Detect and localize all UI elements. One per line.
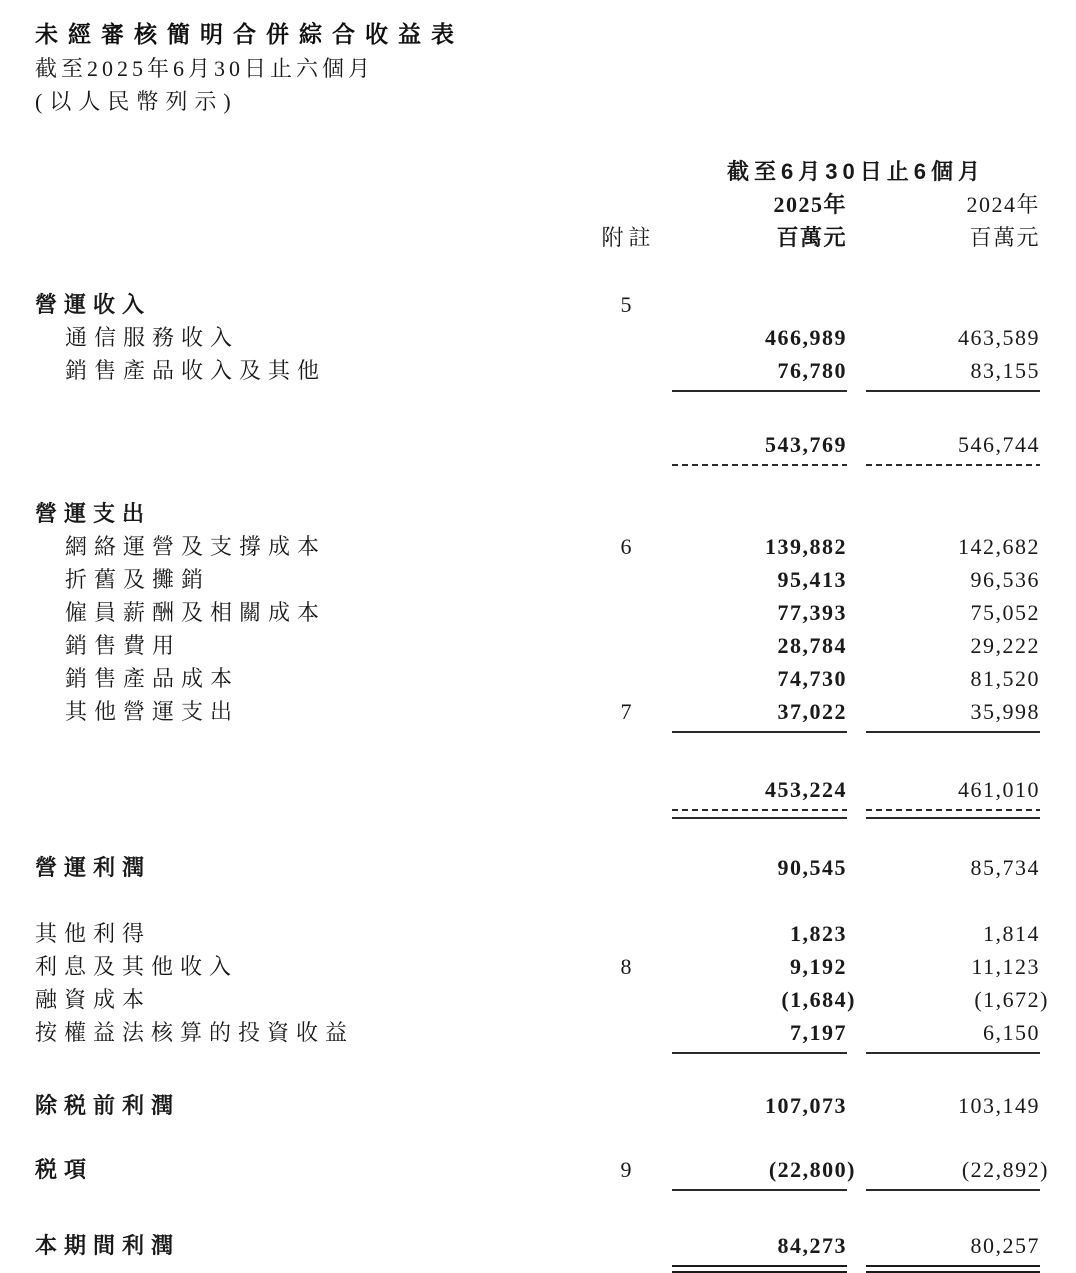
value-2024: 461,010 (958, 777, 1040, 802)
page-title: 未經審核簡明合併綜合收益表 (35, 21, 464, 47)
row-label: 營運支出 (35, 501, 152, 526)
row-label: 銷售產品成本 (65, 666, 240, 691)
year-2025-header: 2025年 (773, 192, 847, 217)
value-2025: (22,800) (768, 1157, 856, 1182)
value-2024: 142,682 (958, 534, 1040, 559)
value-2024: 85,734 (970, 855, 1040, 880)
value-2024: 80,257 (970, 1233, 1040, 1258)
table-row-other-operating-expenses (35, 695, 1041, 728)
table-row-operating-profit (35, 851, 1041, 884)
value-2024: 83,155 (970, 358, 1040, 383)
value-2025: 139,882 (765, 534, 847, 559)
row-label: 銷售產品收入及其他 (65, 358, 327, 383)
value-2025: 95,413 (777, 567, 847, 592)
row-label: 融資成本 (35, 987, 152, 1012)
year-2024-header: 2024年 (966, 192, 1040, 217)
note-ref: 5 (620, 292, 637, 317)
value-2025: 1,823 (790, 921, 847, 946)
value-2025: 76,780 (777, 358, 847, 383)
note-ref: 7 (620, 699, 637, 724)
underline-rule (35, 809, 1041, 819)
row-label: 銷售費用 (65, 633, 182, 658)
table-row-operating-revenue (35, 288, 1041, 321)
table-row-telecom-service-revenue (35, 321, 1041, 354)
note-column-header: 附註 (601, 225, 656, 250)
value-2024: 81,520 (970, 666, 1040, 691)
value-2025: 107,073 (765, 1093, 847, 1118)
value-2024: 1,814 (983, 921, 1040, 946)
period-span-header: 截至6月30日止6個月 (727, 159, 985, 184)
value-2024: 29,222 (970, 633, 1040, 658)
table-row-network-operation-cost (35, 530, 1041, 563)
note-ref: 9 (620, 1157, 637, 1182)
table-row-taxation (35, 1153, 1049, 1186)
value-2024: 75,052 (970, 600, 1040, 625)
value-2024: 96,536 (970, 567, 1040, 592)
table-row-equity-method-investment-income (35, 1016, 1041, 1049)
row-label: 通信服務收入 (65, 325, 240, 350)
value-2025: 37,022 (777, 699, 847, 724)
table-row-depreciation-amortisation (35, 563, 1041, 596)
underline-rule (35, 1265, 1041, 1273)
table-row-operating-expenses (35, 497, 1041, 530)
table-row-profit-before-tax (35, 1089, 1041, 1122)
row-label: 按權益法核算的投資收益 (35, 1020, 355, 1045)
table-row-selling-expenses (35, 629, 1041, 662)
value-2024: 463,589 (958, 325, 1040, 350)
unit-2025-header: 百萬元 (776, 225, 847, 250)
row-label: 其他利得 (35, 921, 152, 946)
value-2025: (1,684) (781, 987, 856, 1012)
row-label: 僱員薪酬及相關成本 (65, 600, 327, 625)
period-subtitle: 截至2025年6月30日止六個月 (35, 56, 375, 81)
table-header-years (35, 188, 1041, 221)
value-2025: 453,224 (765, 777, 847, 802)
value-2025: 84,273 (777, 1233, 847, 1258)
row-label: 利息及其他收入 (35, 954, 239, 979)
row-label: 除税前利潤 (35, 1093, 181, 1118)
table-row-staff-costs (35, 596, 1041, 629)
row-label: 營運利潤 (35, 855, 152, 880)
row-label: 本期間利潤 (35, 1233, 181, 1258)
table-row-product-sales-revenue (35, 354, 1041, 387)
table-header-period (35, 155, 1041, 188)
row-label: 折舊及攤銷 (65, 567, 211, 592)
note-ref: 8 (620, 954, 637, 979)
value-2024: (22,892) (961, 1157, 1049, 1182)
value-2024: (1,672) (974, 987, 1049, 1012)
row-label: 營運收入 (35, 292, 152, 317)
value-2025: 90,545 (777, 855, 847, 880)
value-2025: 543,769 (765, 432, 847, 457)
table-row-cost-of-products-sold (35, 662, 1041, 695)
row-label: 税項 (35, 1157, 94, 1182)
table-row-other-gains (35, 917, 1041, 950)
note-ref: 6 (620, 534, 637, 559)
table-row-interest-other-income (35, 950, 1041, 983)
table-header-units (35, 221, 1041, 254)
value-2024: 546,744 (958, 432, 1040, 457)
table-row-total-expenses (35, 773, 1041, 806)
table-row-total-revenue (35, 428, 1041, 461)
value-2024: 35,998 (970, 699, 1040, 724)
value-2025: 77,393 (777, 600, 847, 625)
value-2025: 9,192 (790, 954, 847, 979)
row-label: 網絡運營及支撐成本 (65, 534, 327, 559)
value-2024: 103,149 (958, 1093, 1040, 1118)
value-2025: 28,784 (777, 633, 847, 658)
currency-note: (以人民幣列示) (35, 89, 238, 114)
row-label: 其他營運支出 (65, 699, 240, 724)
value-2024: 6,150 (983, 1020, 1040, 1045)
value-2024: 11,123 (971, 954, 1040, 979)
table-row-finance-costs (35, 983, 1049, 1016)
value-2025: 7,197 (790, 1020, 847, 1045)
table-row-profit-for-period (35, 1229, 1041, 1262)
value-2025: 466,989 (765, 325, 847, 350)
value-2025: 74,730 (777, 666, 847, 691)
unit-2024-header: 百萬元 (969, 225, 1040, 250)
